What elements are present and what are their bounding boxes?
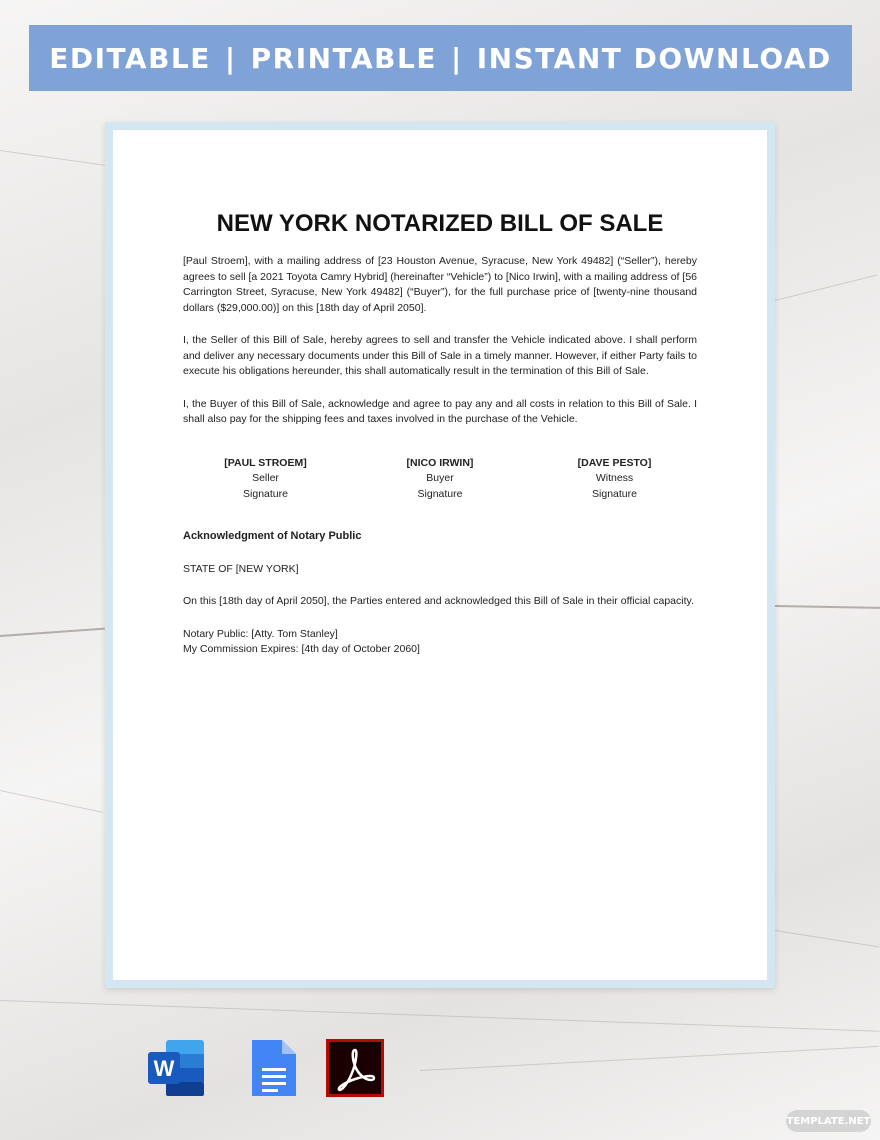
signature-name: [NICO IRWIN] [406, 456, 474, 469]
document-body [183, 254, 697, 658]
document-preview-frame [105, 122, 775, 988]
marble-vein [420, 1046, 879, 1071]
paragraph-buyer-obligations: I, the Buyer of this Bill of Sale, acknowledge and agree to pay any and all costs in relation to this Bill of Sale. I shall also pay for the shipping fees and taxes involved in the purchase of the Vehicle. [183, 397, 697, 425]
pdf-icon[interactable] [325, 1038, 385, 1098]
svg-text:W: W [153, 1056, 175, 1081]
signature-label: Signature [592, 487, 637, 500]
signature-buyer [358, 456, 523, 503]
document-title: NEW YORK NOTARIZED BILL OF SALE [216, 210, 664, 237]
banner-printable: PRINTABLE [250, 41, 437, 75]
feature-banner [29, 25, 852, 91]
signature-witness [532, 456, 697, 503]
marble-vein [0, 150, 109, 166]
acknowledgment-heading: Acknowledgment of Notary Public [183, 530, 362, 542]
marble-vein [775, 275, 877, 301]
marble-vein [0, 1000, 879, 1032]
signature-name: [PAUL STROEM] [224, 456, 307, 469]
marble-vein [775, 930, 879, 947]
marble-vein [0, 790, 103, 813]
banner-editable: EDITABLE [49, 41, 211, 75]
marble-vein [0, 628, 105, 637]
acknowledgment-line: On this [18th day of April 2050], the Parties entered and acknowledged this Bill of Sale in their official capacity. [183, 595, 694, 607]
notary-line: Notary Public: [Atty. Tom Stanley] [183, 627, 338, 640]
word-icon[interactable] [146, 1038, 206, 1098]
state-line: STATE OF [NEW YORK] [183, 562, 299, 575]
banner-instant-download: INSTANT DOWNLOAD [476, 41, 832, 75]
signature-label: Signature [417, 487, 463, 500]
paragraph-sale-terms: [Paul Stroem], with a mailing address of [23 Houston Avenue, Syracuse, New York 49482] (“Seller”), hereby agrees to sell [a 2021 Toyota Camry Hybrid] (hereinafter “Vehicle”) to [Nico Irwin], with a mailing address of [56 Carrington Street, Syracuse, New York 49482] (“Buyer”), for the full purchase price of [twenty-nine thousand dollars ($29,000.00)] on this [18th day of April 2050]. [183, 255, 697, 314]
signature-label: Signature [243, 487, 288, 500]
signature-role: Buyer [426, 472, 454, 484]
banner-separator: | [450, 41, 463, 75]
signature-role: Witness [595, 472, 634, 484]
signature-role: Seller [252, 472, 279, 484]
document-page [113, 130, 767, 980]
banner-separator: | [224, 41, 237, 75]
marble-vein [775, 605, 880, 609]
signature-block [183, 456, 697, 503]
commission-line: My Commission Expires: [4th day of October 2060] [183, 643, 420, 655]
signature-name: [DAVE PESTO] [577, 456, 652, 469]
google-docs-icon[interactable] [246, 1038, 306, 1098]
brand-watermark: TEMPLATE.NET [786, 1110, 871, 1132]
signature-seller [183, 456, 348, 503]
paragraph-seller-obligations: I, the Seller of this Bill of Sale, hereby agrees to sell and transfer the Vehicle indicated above. I shall perform and deliver any necessary documents under this Bill of Sale in a timely manner. However, if either Party fails to execute his obligations hereunder, this shall automatically result in the termination of this Bill of Sale. [183, 334, 697, 377]
